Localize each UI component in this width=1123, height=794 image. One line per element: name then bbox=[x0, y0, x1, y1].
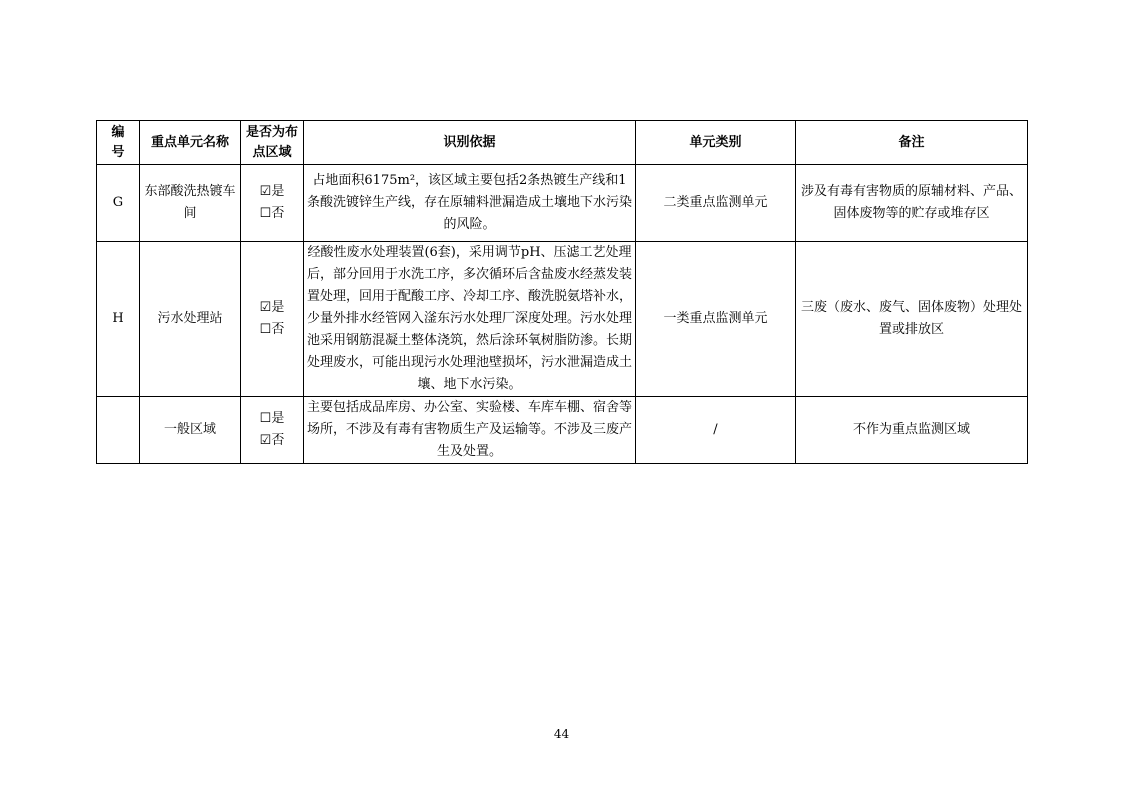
header-is-sampling-area: 是否为布 点区域 bbox=[241, 121, 304, 165]
cell-id: H bbox=[97, 242, 140, 397]
checkbox-yes: ☑是 bbox=[259, 300, 285, 315]
checkbox-no: ☐否 bbox=[259, 206, 285, 221]
cell-id: G bbox=[97, 165, 140, 242]
cell-sampling-area-checkboxes bbox=[241, 397, 304, 464]
table-row bbox=[97, 397, 1028, 464]
checkbox-yes: ☐是 bbox=[259, 411, 285, 426]
monitoring-unit-table bbox=[96, 120, 1028, 464]
cell-sampling-area-checkboxes bbox=[241, 165, 304, 242]
header-id: 编 号 bbox=[97, 121, 140, 165]
cell-identification-basis: 占地面积6175m²，该区域主要包括2条热镀生产线和1条酸洗镀锌生产线，存在原辅料泄漏造成土壤地下水污染的风险。 bbox=[304, 165, 636, 242]
cell-unit-name: 污水处理站 bbox=[140, 242, 241, 397]
header-identification-basis: 识别依据 bbox=[304, 121, 636, 165]
page-number: 44 bbox=[553, 727, 570, 741]
header-unit-category: 单元类别 bbox=[636, 121, 796, 165]
table-row bbox=[97, 165, 1028, 242]
cell-unit-name: 一般区域 bbox=[140, 397, 241, 464]
cell-unit-category: 二类重点监测单元 bbox=[636, 165, 796, 242]
header-remarks: 备注 bbox=[796, 121, 1028, 165]
table-row bbox=[97, 242, 1028, 397]
header-unit-name: 重点单元名称 bbox=[140, 121, 241, 165]
cell-remarks: 三废（废水、废气、固体废物）处理处置或排放区 bbox=[796, 242, 1028, 397]
cell-sampling-area-checkboxes bbox=[241, 242, 304, 397]
cell-unit-name: 东部酸洗热镀车 间 bbox=[140, 165, 241, 242]
checkbox-no: ☐否 bbox=[259, 322, 285, 337]
cell-identification-basis: 经酸性废水处理装置(6套)，采用调节pH、压滤工艺处理后，部分回用于水洗工序，多次循环后含盐废水经蒸发装置处理，回用于配酸工序、冷却工序、酸洗脱氨塔补水，少量外排水经管网入滏东污水处理厂深度处理。污水处理池采用钢筋混凝土整体浇筑，然后涂环氧树脂防渗。长期处理废水，可能出现污水处理池壁损坏，污水泄漏造成土壤、地下水污染。 bbox=[304, 242, 636, 397]
cell-remarks: 不作为重点监测区域 bbox=[796, 397, 1028, 464]
checkbox-yes: ☑是 bbox=[259, 184, 285, 199]
cell-identification-basis: 主要包括成品库房、办公室、实验楼、车库车棚、宿舍等场所，不涉及有毒有害物质生产及运输等。不涉及三废产生及处置。 bbox=[304, 397, 636, 464]
cell-unit-category: / bbox=[636, 397, 796, 464]
cell-unit-category: 一类重点监测单元 bbox=[636, 242, 796, 397]
table-header-row bbox=[97, 121, 1028, 165]
checkbox-no: ☑否 bbox=[259, 433, 285, 448]
cell-remarks: 涉及有毒有害物质的原辅材料、产品、固体废物等的贮存或堆存区 bbox=[796, 165, 1028, 242]
cell-id bbox=[97, 397, 140, 464]
